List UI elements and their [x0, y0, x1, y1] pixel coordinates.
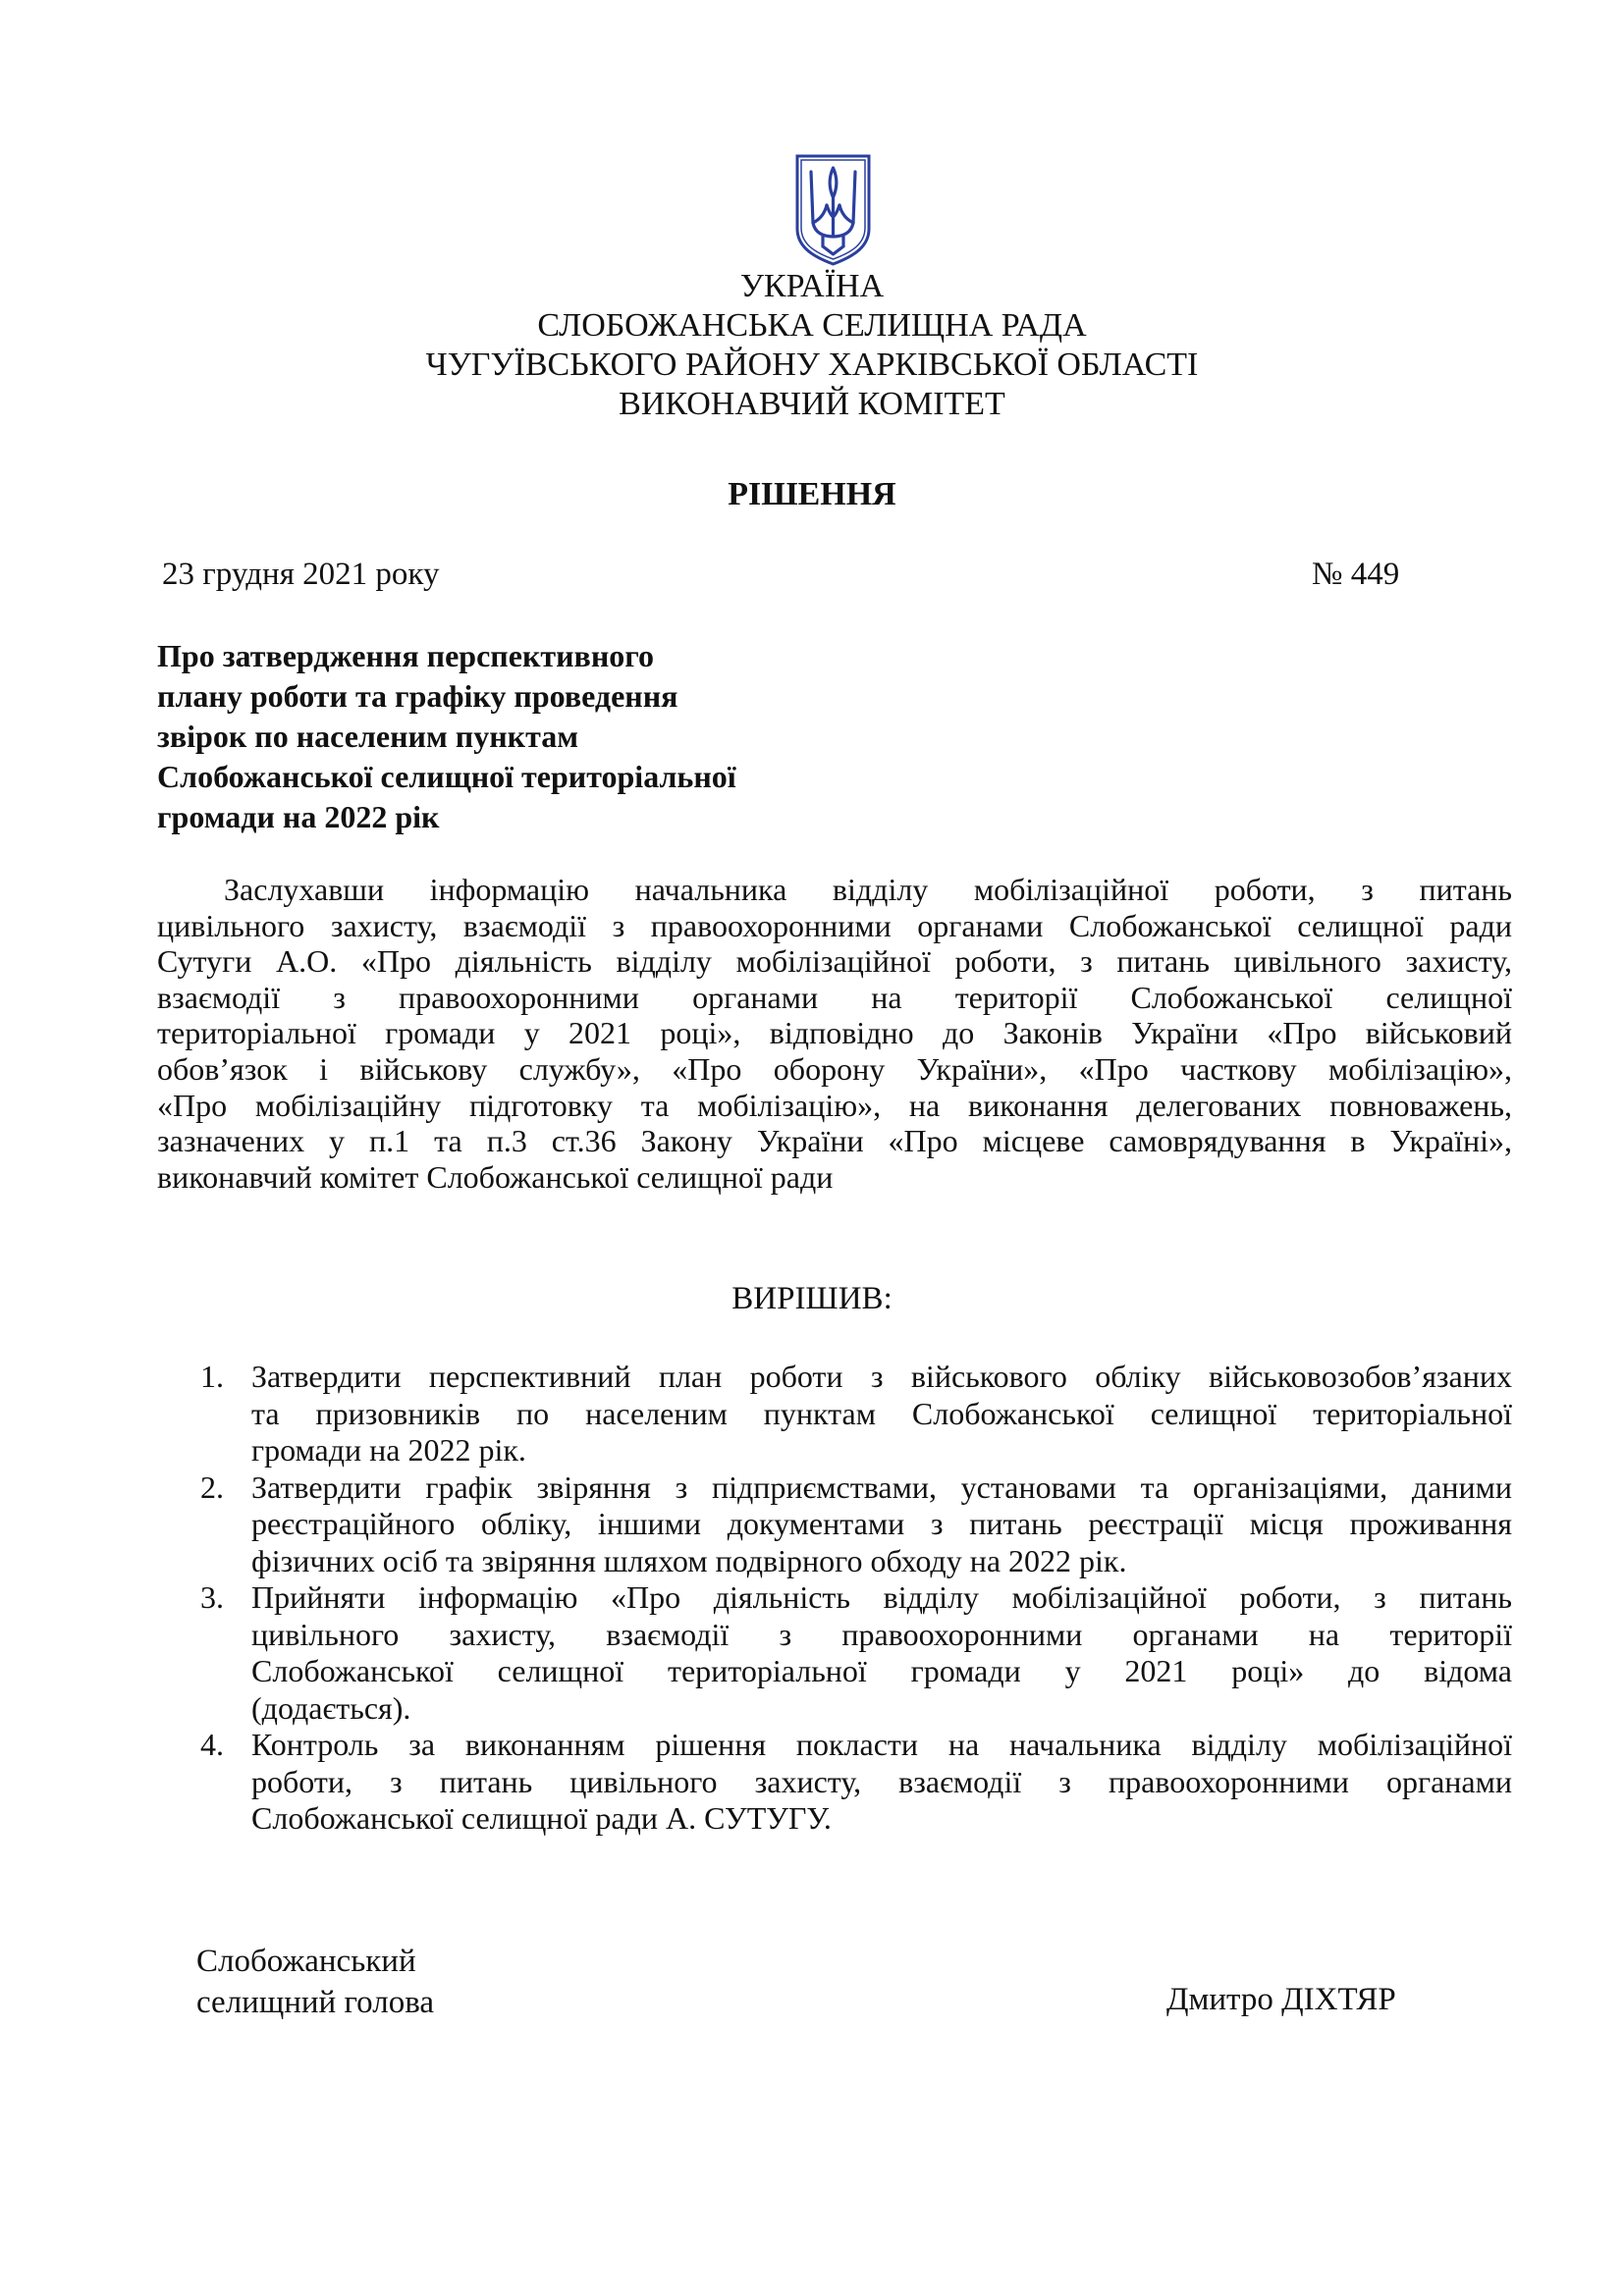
- subject-line: громади на 2022 рік: [157, 799, 440, 834]
- item-line: Затвердити графік звіряння з підприємствами, установами та організаціями, даними: [251, 1468, 1512, 1505]
- preamble-line: взаємодії з правоохоронними органами на території Слобожанської селищної: [157, 979, 1512, 1015]
- signer-position-line: селищний голова: [196, 1985, 435, 2020]
- tryzub-coat-of-arms-icon: [791, 152, 875, 268]
- header-country: УКРАЇНА: [739, 268, 885, 304]
- signer-position-line: Слобожанський: [196, 1944, 416, 1979]
- item-line: роботи, з питань цивільного захисту, взаємодії з правоохоронними органами: [251, 1763, 1512, 1799]
- resolved-heading: ВИРІШИВ:: [731, 1281, 893, 1316]
- subject-line: Про затвердження перспективного: [157, 638, 654, 673]
- decision-date: 23 грудня 2021 року: [162, 557, 440, 592]
- preamble-line: обов’язок і військову службу», «Про оборону України», «Про часткову мобілізацію»,: [157, 1050, 1512, 1087]
- preamble-line: зазначених у п.1 та п.3 ст.36 Закону України «Про місцеве самоврядування в Україні»,: [157, 1123, 1512, 1159]
- preamble-paragraph: [157, 872, 1512, 1195]
- item-number: 2.: [200, 1468, 224, 1505]
- preamble-line: територіальної громади у 2021 році», відповідно до Законів України «Про військовий: [157, 1015, 1512, 1051]
- header-committee: ВИКОНАВЧИЙ КОМІТЕТ: [619, 386, 1005, 422]
- list-item: [157, 1359, 1512, 1469]
- preamble-line: «Про мобілізаційну підготовку та мобілізацію», на виконання делегованих повноважень,: [157, 1087, 1512, 1123]
- item-line: Слобожанської селищної територіальної громади у 2021 році» до відома: [251, 1653, 1512, 1688]
- subject-line: плану роботи та графіку проведення: [157, 678, 678, 714]
- preamble-line: цивільного захисту, взаємодії з правоохоронними органами Слобожанської селищної ради: [157, 907, 1512, 943]
- item-line: фізичних осіб та звіряння шляхом подвірного обходу на 2022 рік.: [251, 1542, 1127, 1578]
- item-line: та призовників по населеним пунктам Слобожанської селищної територіальної: [251, 1395, 1512, 1431]
- header-council: СЛОБОЖАНСЬКА СЕЛИЩНА РАДА: [537, 307, 1087, 344]
- item-number: 1.: [200, 1359, 224, 1394]
- subject-line: Слобожанської селищної територіальної: [157, 759, 736, 794]
- item-line: Прийняти інформацію «Про діяльність відділу мобілізаційної роботи, з питань: [251, 1579, 1512, 1615]
- item-line: (додається).: [251, 1689, 411, 1726]
- item-line: Затвердити перспективний план роботи з військового обліку військовозобов’язаних: [251, 1359, 1512, 1394]
- list-item: [157, 1727, 1512, 1838]
- list-item: [157, 1469, 1512, 1580]
- preamble-line: Сутуги А.О. «Про діяльність відділу мобілізаційної роботи, з питань цивільного захисту,: [157, 943, 1512, 980]
- item-line: Контроль за виконанням рішення покласти на начальника відділу мобілізаційної: [251, 1727, 1512, 1762]
- item-line: Слобожанської селищної ради А. СУТУГУ.: [251, 1800, 832, 1836]
- signer-position: [196, 1941, 434, 2023]
- item-number: 3.: [200, 1579, 224, 1615]
- document-type-title: РІШЕННЯ: [728, 476, 896, 512]
- header-district: ЧУГУЇВСЬКОГО РАЙОНУ ХАРКІВСЬКОЇ ОБЛАСТІ: [425, 347, 1199, 383]
- decision-subject: [157, 636, 736, 837]
- subject-line: звірок по населеним пунктам: [157, 719, 578, 754]
- item-line: реєстраційного обліку, іншими документами з питань реєстрації місця проживання: [251, 1506, 1512, 1541]
- item-line: цивільного захисту, взаємодії з правоохоронними органами на території: [251, 1616, 1512, 1652]
- item-line: громади на 2022 рік.: [251, 1432, 526, 1468]
- decision-number: № 449: [1312, 557, 1400, 592]
- preamble-line: Заслухавши інформацію начальника відділу мобілізаційної роботи, з питань: [224, 872, 1512, 907]
- preamble-line: виконавчий комітет Слобожанської селищної ради: [157, 1158, 834, 1195]
- list-item: [157, 1579, 1512, 1727]
- document-header: [0, 267, 1624, 424]
- signer-name: Дмитро ДІХТЯР: [1166, 1982, 1396, 2017]
- decision-items-list: [157, 1359, 1512, 1838]
- item-number: 4.: [200, 1727, 224, 1762]
